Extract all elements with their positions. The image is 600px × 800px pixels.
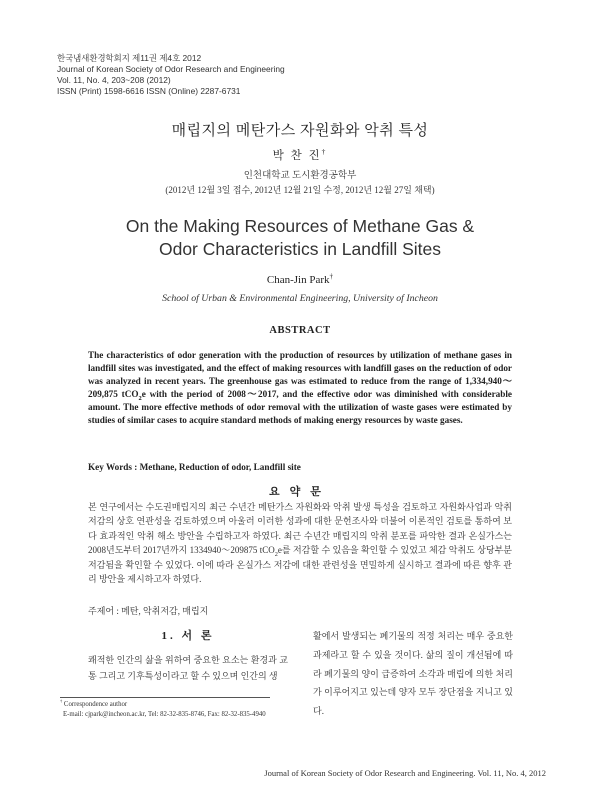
journal-header-korean: 한국냄새환경학회지 제11권 제4호 2012 — [57, 53, 202, 63]
footnote-divider — [60, 697, 270, 698]
author-korean — [0, 147, 600, 163]
footnote-contact: E-mail: cjpark@incheon.ac.kr, Tel: 82-32-835-8746, Fax: 82-32-835-4940 — [63, 711, 266, 718]
affiliation-korean: 인천대학교 도시환경공학부 — [243, 171, 357, 181]
author-name-korean: 박 찬 진 — [272, 150, 322, 162]
footnote-marker: † — [60, 698, 63, 704]
abstract-co2-subscript: 2 — [138, 395, 142, 403]
footnote — [60, 700, 266, 720]
author-english — [0, 274, 600, 286]
introduction-right-column: 활에서 발생되는 폐기물의 적정 처리는 매우 중요한 과제라고 할 수 있을 것이다. 삶의 질이 개선됨에 따라 폐기물의 양이 급증하여 소각과 매립에 의한 처리가 이루어지고 있는데 양자 모두 장단점을 지니고 있다. — [313, 631, 513, 717]
summary-text-part1: 본 연구에서는 수도권매립지의 최근 수년간 메탄가스 자원화와 악취 발생 특성을 검토하고 자원화사업과 악취저감의 상호 연관성을 검토하였으며 아울러 이러한 성과에 대한 문헌조사와 더불어 이론적인 검토를 통하여 보다 효과적인 악취 해소 방안을 수립하고자 하였다. 최근 수년간 매립지의 악취 분포를 파악한 결과 온실가스는 2008년도부터 2017년까지 1334940～209875 tCO — [88, 502, 512, 556]
journal-header-issn: ISSN (Print) 1598-6616 ISSN (Online) 2287-6731 — [57, 86, 241, 96]
footnote-correspondence-label: Correspondence author — [63, 701, 128, 708]
correspondence-marker: † — [321, 147, 328, 157]
abstract-heading: ABSTRACT — [269, 325, 331, 336]
journal-header-english: Journal of Korean Society of Odor Research and Engineering — [57, 64, 285, 74]
page-footer: Journal of Korean Society of Odor Research and Engineering. Vol. 11, No. 4, 2012 — [264, 768, 546, 778]
affiliation-english: School of Urban & Environmental Engineering, University of Incheon — [162, 293, 438, 304]
abstract-body — [88, 349, 512, 428]
abstract-text-part1: The characteristics of odor generation with the production of resources by utilization of methane gases in landfill sites was investigated, and the effect of making resources with landfill gases on the reduction of odor was analyzed in recent years. The greenhouse gas was estimated to reduce from the range of 1,334,940～209,875 tCO — [88, 350, 512, 400]
paper-title-english-line2: Odor Characteristics in Landfill Sites — [158, 239, 442, 259]
abstract-text-part2: e with the period of 2008～2017, and the effective odor was diminished with considerable amount. The more effective methods of odor removal with the utilization of waste gases were estimated by studies of similar cases to acquire standard methods of making energy resources by waste gases. — [88, 389, 512, 426]
summary-text-part2: e를 저감할 수 있음을 확인할 수 있었고 체감 악취도 상당부분 저감됨을 확인할 수 있었다. 이에 따라 온실가스 저감에 대한 관련성을 면밀하게 실시하고 결과에 따른 향후 관리 방안을 제시하고자 하였다. — [88, 545, 512, 585]
keywords-english: Key Words : Methane, Reduction of odor, Landfill site — [88, 462, 301, 472]
author-name-english: Chan-Jin Park — [266, 274, 330, 286]
summary-co2-subscript: 2 — [274, 551, 278, 559]
introduction-left-column: 쾌적한 인간의 삶을 위하여 중요한 요소는 환경과 교통 그리고 기후특성이라고 할 수 있으며 인간의 생 — [88, 655, 288, 682]
submission-dates: (2012년 12월 3일 접수, 2012년 12월 21일 수정, 2012년 12월 27일 채택) — [165, 185, 435, 195]
journal-header-volume: Vol. 11, No. 4, 203~208 (2012) — [57, 75, 171, 85]
correspondence-marker-english: † — [329, 272, 334, 281]
summary-body — [88, 500, 512, 586]
keywords-korean: 주제어 : 메탄, 악취저감, 매립지 — [88, 606, 209, 616]
footnote-correspondence — [60, 700, 266, 710]
paper-title-korean: 매립지의 메탄가스 자원화와 악취 특성 — [171, 123, 429, 139]
paper-title-english-line1: On the Making Resources of Methane Gas & — [125, 216, 475, 236]
summary-heading: 요약문 — [269, 486, 331, 498]
paper-title-english — [0, 215, 600, 261]
section-heading-introduction: 1. 서 론 — [161, 630, 215, 642]
